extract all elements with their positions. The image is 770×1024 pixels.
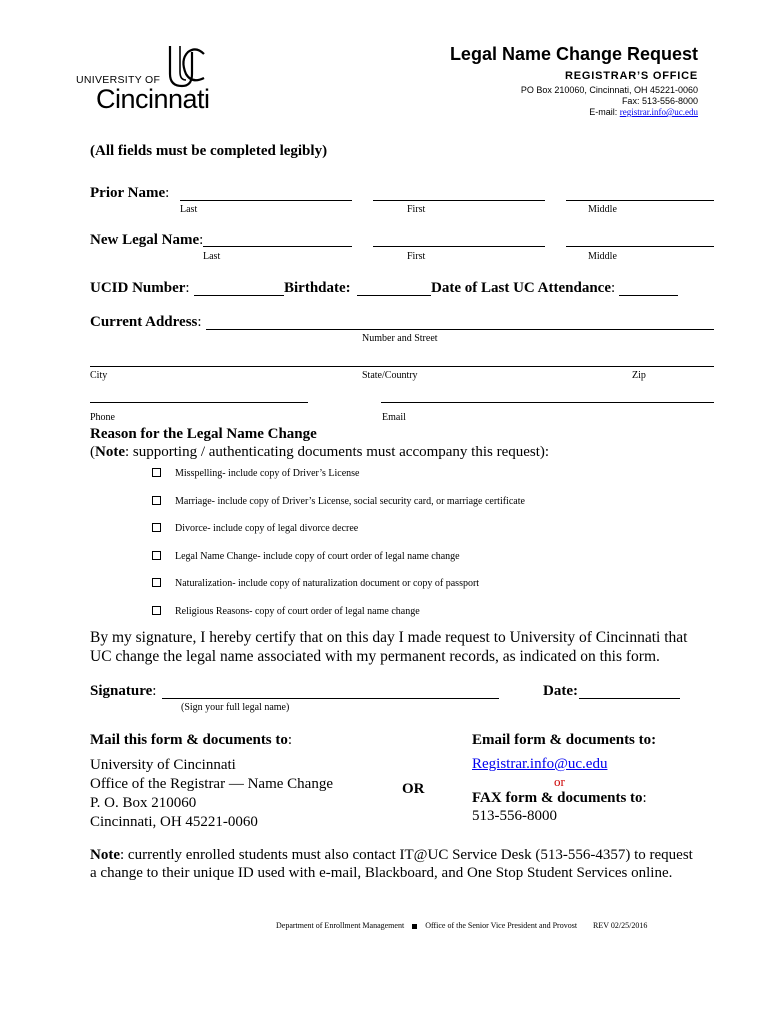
- uc-logo: [76, 44, 228, 116]
- prior-middle-field[interactable]: [566, 200, 714, 201]
- prior-name-label: Prior Name:: [90, 185, 170, 201]
- or-divider: OR: [402, 781, 425, 797]
- last-attendance-field[interactable]: [619, 295, 678, 296]
- prior-middle-caption: Middle: [588, 204, 617, 215]
- new-middle-field[interactable]: [566, 246, 714, 247]
- address-label: Current Address:: [90, 314, 202, 330]
- footer: [276, 921, 647, 930]
- header-address: PO Box 210060, Cincinnati, OH 45221-0060: [520, 85, 698, 95]
- reason-option-naturalization[interactable]: Naturalization- include copy of naturalization document or copy of passport: [152, 578, 479, 589]
- birthdate-label: Birthdate:: [284, 280, 351, 296]
- street-field[interactable]: [206, 329, 714, 330]
- reason-heading: Reason for the Legal Name Change: [90, 426, 317, 442]
- fax-heading: FAX form & documents to:: [472, 790, 647, 806]
- new-middle-caption: Middle: [588, 251, 617, 262]
- birthdate-field[interactable]: [357, 295, 431, 296]
- header-email: [589, 107, 698, 117]
- instructions: (All fields must be completed legibly): [90, 143, 328, 159]
- reason-option-divorce[interactable]: Divorce- include copy of legal divorce decree: [152, 523, 358, 534]
- registrar-email-link[interactable]: registrar.info@uc.edu: [619, 107, 698, 117]
- mail-address: [90, 756, 333, 832]
- state-caption: State/Country: [362, 370, 418, 381]
- checkbox[interactable]: [152, 551, 161, 560]
- street-caption: Number and Street: [362, 333, 438, 344]
- reason-option-misspelling[interactable]: Misspelling- include copy of Driver’s License: [152, 468, 360, 479]
- prior-first-field[interactable]: [373, 200, 545, 201]
- footer-office: Office of the Senior Vice President and Provost: [425, 921, 578, 930]
- mail-line: University of Cincinnati: [90, 757, 236, 773]
- email-caption: Email: [382, 412, 406, 423]
- prior-first-caption: First: [407, 204, 426, 215]
- mail-line: Cincinnati, OH 45221-0060: [90, 814, 258, 830]
- new-first-field[interactable]: [373, 246, 545, 247]
- city-state-zip-field[interactable]: [90, 366, 714, 367]
- signature-date-field[interactable]: [579, 698, 680, 699]
- checkbox[interactable]: [152, 578, 161, 587]
- header-email-prefix: E-mail:: [589, 107, 620, 117]
- certify-line-2: UC change the legal name associated with my permanent records, as indicated on this form.: [90, 648, 660, 665]
- ucid-field[interactable]: [194, 295, 284, 296]
- mail-heading: Mail this form & documents to:: [90, 732, 293, 748]
- reason-note: (Note: supporting / authenticating documents must accompany this request):: [90, 444, 550, 460]
- certify-line-1: By my signature, I hereby certify that on this day I made request to University of Cincinnati that: [90, 629, 688, 646]
- footer-square-icon: [412, 924, 417, 929]
- phone-caption: Phone: [90, 412, 115, 423]
- note-line-1: Note: currently enrolled students must also contact IT@UC Service Desk (513-556-4357) to request: [90, 847, 693, 863]
- signature-hint: (Sign your full legal name): [181, 702, 290, 713]
- page-title: Legal Name Change Request: [449, 44, 698, 64]
- footer-rev: REV 02/25/2016: [593, 921, 648, 930]
- checkbox[interactable]: [152, 496, 161, 505]
- registrar-email-link-2[interactable]: Registrar.info@uc.edu: [472, 756, 608, 772]
- new-last-caption: Last: [203, 251, 221, 262]
- prior-last-caption: Last: [180, 204, 198, 215]
- email-field[interactable]: [381, 402, 714, 403]
- new-name-label: New Legal Name:: [90, 232, 204, 248]
- phone-field[interactable]: [90, 402, 308, 403]
- header-fax: Fax: 513-556-8000: [621, 96, 698, 106]
- fax-number: 513-556-8000: [472, 808, 557, 824]
- signature-label: Signature:: [90, 683, 157, 699]
- reason-option-religious[interactable]: Religious Reasons- copy of court order of legal name change: [152, 606, 420, 617]
- email-or: or: [554, 774, 565, 789]
- logo-university-of: UNIVERSITY OF: [76, 74, 161, 86]
- checkbox[interactable]: [152, 468, 161, 477]
- new-last-field[interactable]: [203, 246, 352, 247]
- reason-option-legal-name-change[interactable]: Legal Name Change- include copy of court order of legal name change: [152, 551, 460, 562]
- reason-option-marriage[interactable]: Marriage- include copy of Driver’s License, social security card, or marriage certificate: [152, 496, 525, 507]
- checkbox[interactable]: [152, 606, 161, 615]
- last-attendance-label: Date of Last UC Attendance:: [431, 280, 616, 296]
- new-first-caption: First: [407, 251, 426, 262]
- registrar-office: REGISTRAR’S OFFICE: [565, 70, 698, 82]
- email-heading: Email form & documents to:: [472, 732, 657, 748]
- note-line-2: a change to their unique ID used with e-mail, Blackboard, and One Stop Student Services online.: [90, 865, 673, 881]
- footer-dept: Department of Enrollment Management: [276, 921, 405, 930]
- date-label: Date:: [543, 683, 578, 699]
- ucid-label: UCID Number:: [90, 280, 190, 296]
- logo-cincinnati: Cincinnati: [96, 84, 210, 114]
- mail-line: Office of the Registrar — Name Change: [90, 776, 333, 792]
- city-caption: City: [90, 370, 108, 381]
- zip-caption: Zip: [632, 370, 646, 381]
- signature-field[interactable]: [162, 698, 499, 699]
- checkbox[interactable]: [152, 523, 161, 532]
- prior-last-field[interactable]: [180, 200, 352, 201]
- mail-line: P. O. Box 210060: [90, 795, 197, 811]
